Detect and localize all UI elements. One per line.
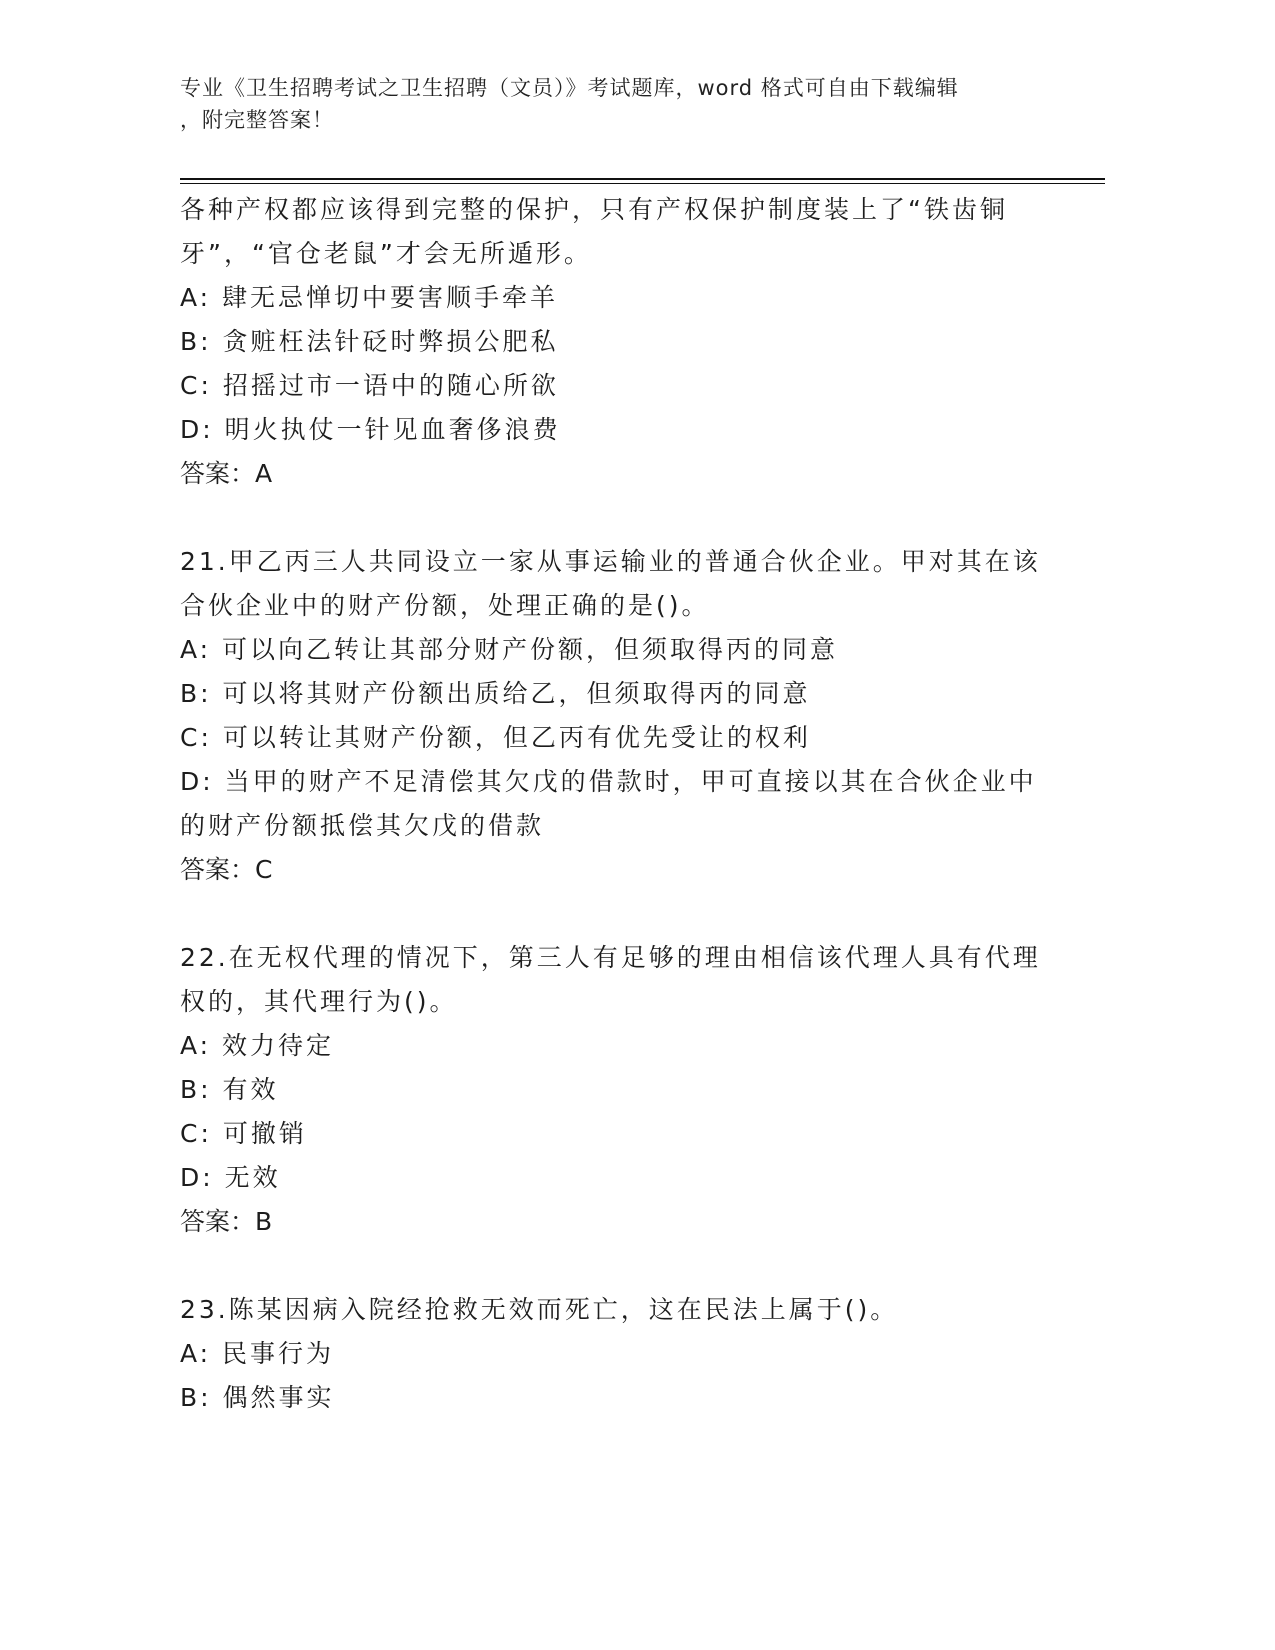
header-divider-thick (180, 178, 1105, 180)
option-c: C: 招摇过市一语中的随心所欲 (180, 371, 559, 400)
question-spacer (180, 496, 1060, 540)
question-21 (180, 540, 1060, 892)
option-b: B: 有效 (180, 1075, 279, 1104)
question-spacer (180, 892, 1060, 936)
option-a: A: 效力待定 (180, 1031, 335, 1060)
question-stem-line: 23.陈某因病入院经抢救无效而死亡，这在民法上属于()。 (180, 1295, 899, 1324)
option-c: C: 可撤销 (180, 1119, 307, 1148)
question-22 (180, 936, 1060, 1244)
question-spacer (180, 1244, 1060, 1288)
question-stem-line: 权的，其代理行为()。 (180, 987, 458, 1016)
option-b: B: 可以将其财产份额出质给乙，但须取得丙的同意 (180, 679, 811, 708)
option-d: D: 当甲的财产不足清偿其欠戊的借款时，甲可直接以其在合伙企业中 (180, 767, 1037, 796)
option-d: D: 无效 (180, 1163, 281, 1192)
option-a: A: 肆无忌惮切中要害顺手牵羊 (180, 283, 559, 312)
option-a: A: 民事行为 (180, 1339, 335, 1368)
question-stem-line: 22.在无权代理的情况下，第三人有足够的理由相信该代理人具有代理 (180, 943, 1041, 972)
question-23 (180, 1288, 1060, 1420)
option-c: C: 可以转让其财产份额，但乙丙有优先受让的权利 (180, 723, 811, 752)
option-a: A: 可以向乙转让其部分财产份额，但须取得丙的同意 (180, 635, 839, 664)
option-d: D: 明火执仗一针见血奢侈浪费 (180, 415, 561, 444)
question-stem-line: 21.甲乙丙三人共同设立一家从事运输业的普通合伙企业。甲对其在该 (180, 547, 1041, 576)
question-stem-line: 各种产权都应该得到完整的保护，只有产权保护制度装上了“铁齿铜 (180, 195, 1008, 224)
option-b: B: 贪赃枉法针砭时弊损公肥私 (180, 327, 559, 356)
question-stem-line: 牙”，“官仓老鼠”才会无所遁形。 (180, 239, 592, 268)
header-line-2: ，附完整答案！ (180, 108, 334, 132)
question-list (180, 188, 1060, 1420)
header-line-1: 专业《卫生招聘考试之卫生招聘（文员）》考试题库，word 格式可自由下载编辑 (180, 76, 959, 100)
header-divider-thin (180, 183, 1105, 184)
answer-label: 答案：C (180, 855, 273, 884)
answer-label: 答案：A (180, 459, 273, 488)
answer-label: 答案：B (180, 1207, 273, 1236)
question-20 (180, 188, 1060, 496)
document-header (180, 72, 1040, 136)
question-stem-line: 合伙企业中的财产份额，处理正确的是()。 (180, 591, 710, 620)
option-b: B: 偶然事实 (180, 1383, 335, 1412)
option-d-continued: 的财产份额抵偿其欠戊的借款 (180, 811, 545, 840)
